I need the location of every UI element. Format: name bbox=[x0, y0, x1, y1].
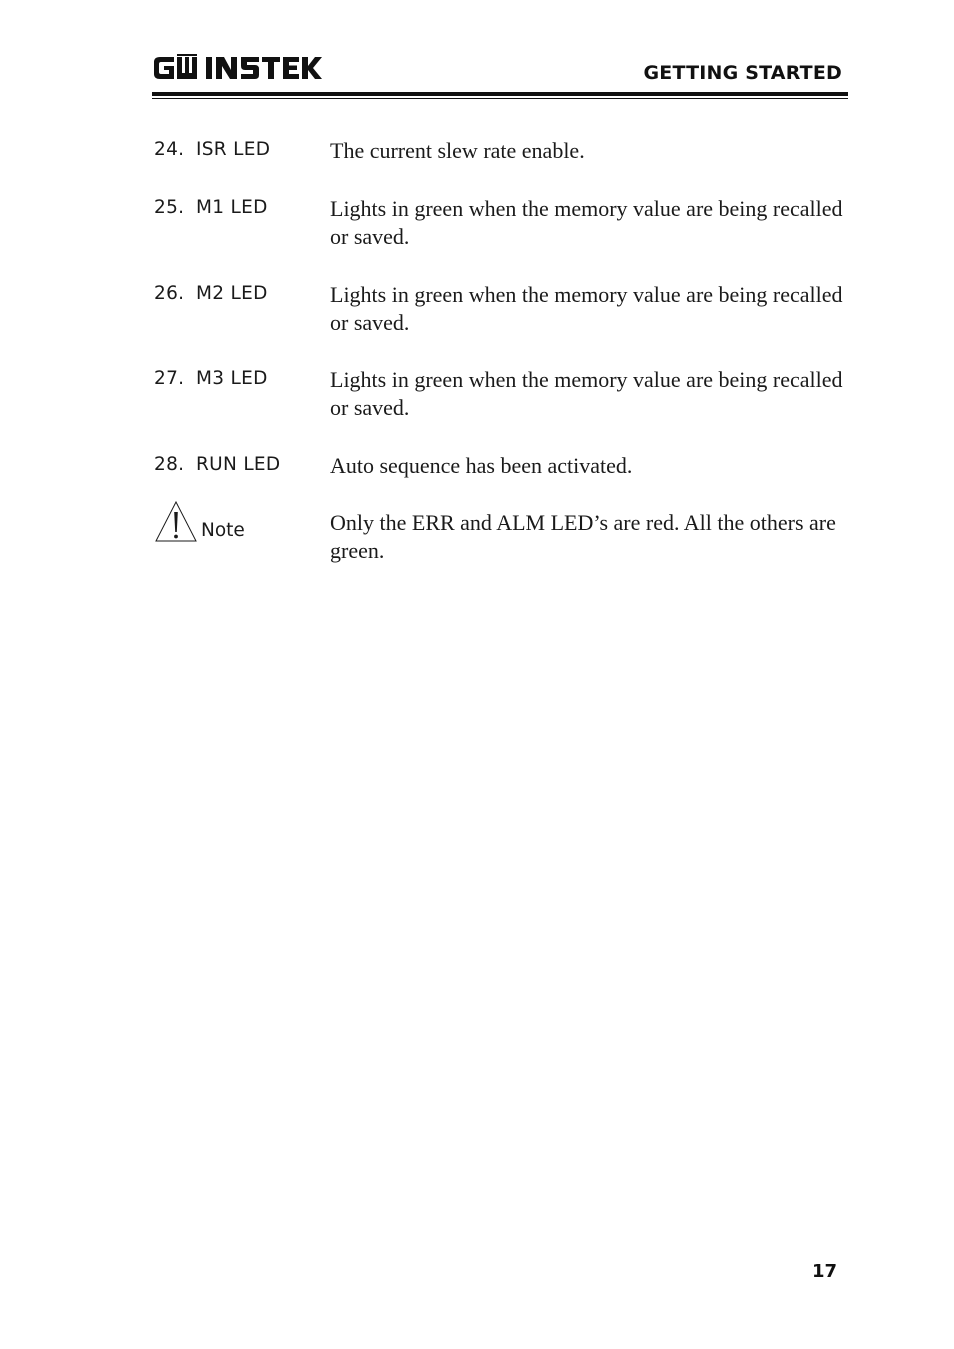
entry-number: 27. bbox=[154, 368, 185, 389]
entry-number: 28. bbox=[154, 454, 185, 475]
entry-label: M2 LED bbox=[196, 283, 268, 304]
entry-description: Auto sequence has been activated. bbox=[330, 453, 633, 478]
entry-description: Lights in green when the memory value are being recalled or saved. bbox=[330, 367, 843, 420]
entry-description: Lights in green when the memory value are being recalled or saved. bbox=[330, 282, 843, 335]
entry-number: 25. bbox=[154, 197, 185, 218]
section-title: GETTING STARTED bbox=[643, 62, 842, 84]
entry-label: M1 LED bbox=[196, 197, 268, 218]
entry-number: 24. bbox=[154, 139, 185, 160]
entry-label: M3 LED bbox=[196, 368, 268, 389]
page-number: 17 bbox=[812, 1261, 838, 1282]
header-rule-thick bbox=[152, 92, 848, 96]
note-label: Note bbox=[201, 520, 245, 541]
entry-label: RUN LED bbox=[196, 454, 281, 475]
entry-description: Lights in green when the memory value are being recalled or saved. bbox=[330, 196, 843, 249]
entry-number: 26. bbox=[154, 283, 185, 304]
entry-term bbox=[154, 283, 268, 304]
gw-instek-logo bbox=[152, 54, 324, 82]
entry-term bbox=[154, 197, 268, 218]
entry-term bbox=[154, 139, 270, 160]
page-header bbox=[152, 50, 848, 100]
entry-term bbox=[154, 454, 280, 475]
entry-description: The current slew rate enable. bbox=[330, 138, 585, 163]
note-text: Only the ERR and ALM LED’s are red. All the others are green. bbox=[330, 510, 836, 563]
entry-label: ISR LED bbox=[196, 139, 271, 160]
header-rule-thin bbox=[152, 98, 848, 99]
entry-term bbox=[154, 368, 268, 389]
warning-triangle-icon bbox=[154, 500, 198, 544]
